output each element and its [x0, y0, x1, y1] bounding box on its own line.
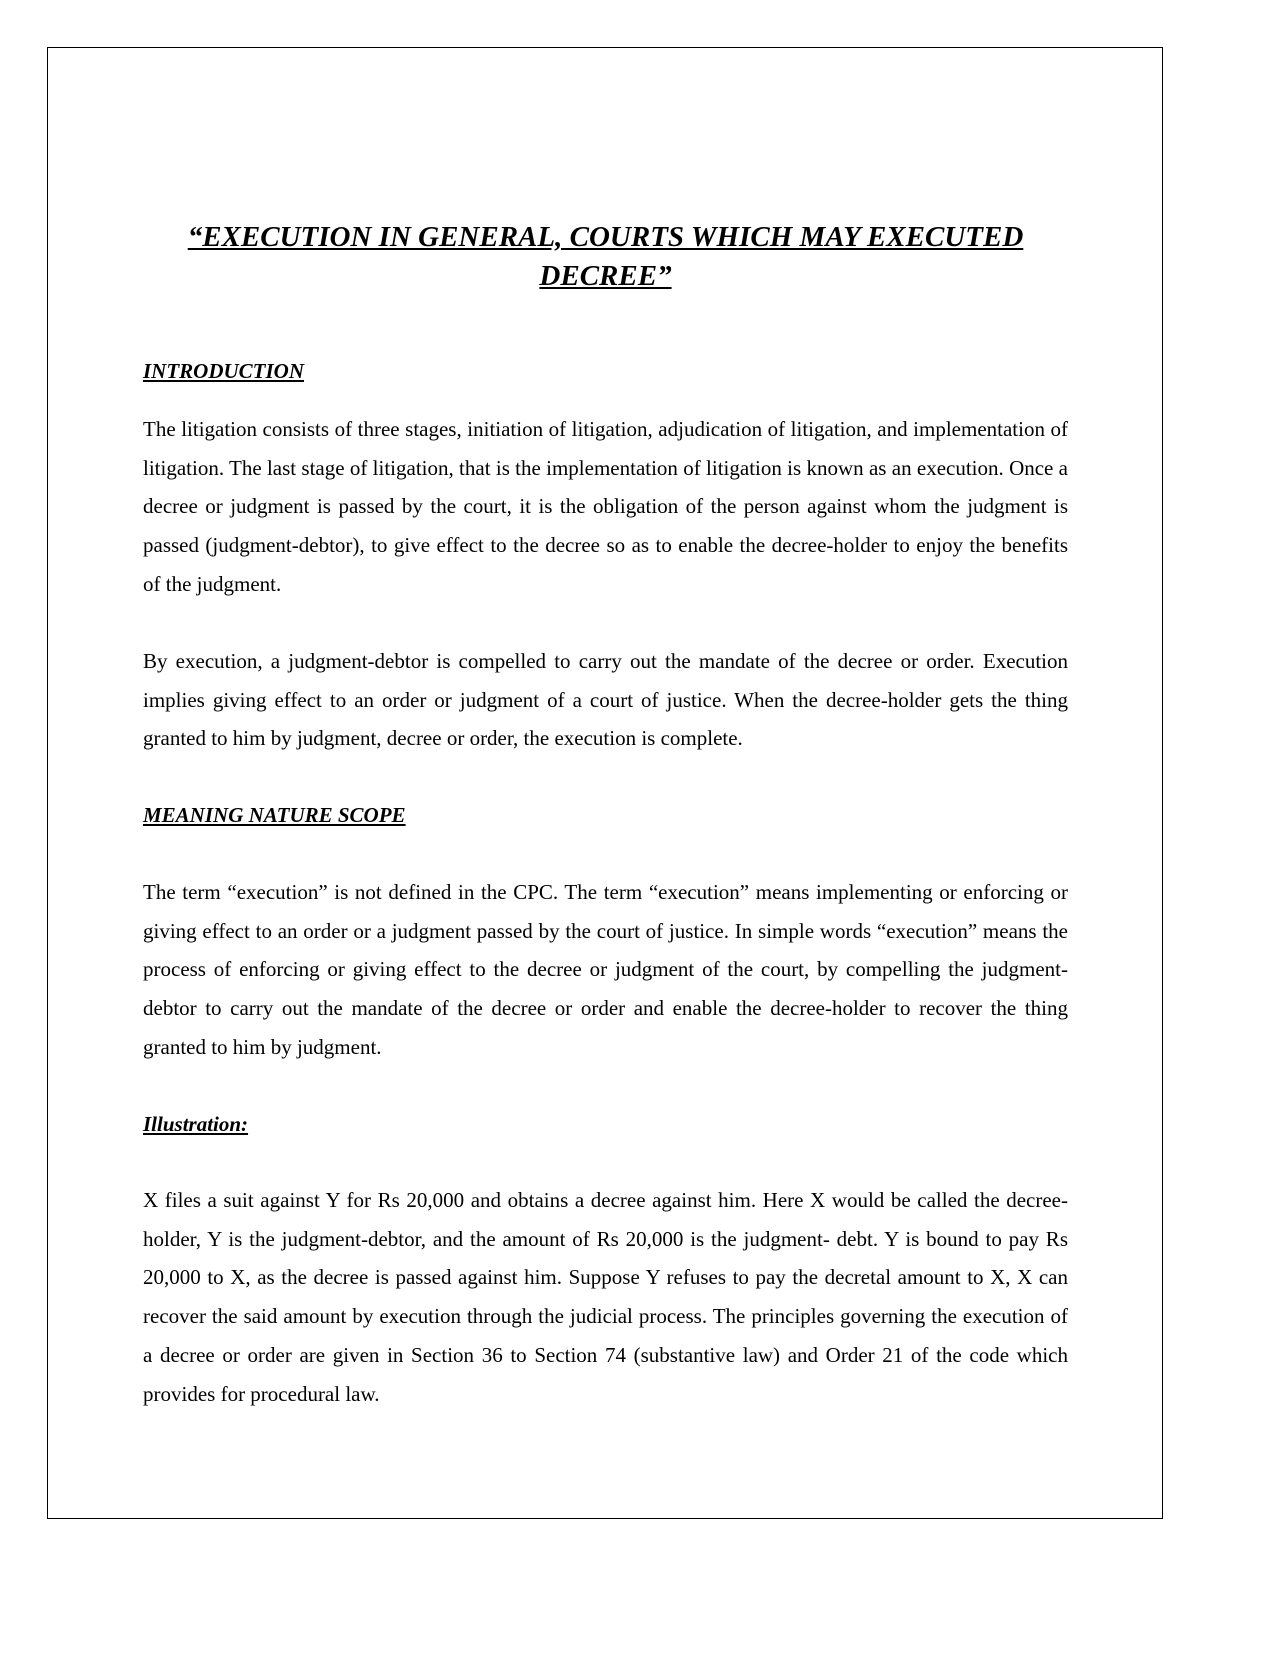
- paragraph-meaning: The term “execution” is not defined in the CPC. The term “execution” means implementing or enforcing or giving effect to an order or a judgment passed by the court of justice. In simple words “execution” means the process of enforcing or giving effect to the decree or judgment of the court, by compelling the judgment-debtor to carry out the mandate of the decree or order and enable the decree-holder to recover the thing granted to him by judgment.: [143, 880, 1068, 1059]
- heading-illustration: Illustration:: [143, 1112, 249, 1136]
- document-title: [143, 218, 1068, 296]
- paragraph-introduction-2: By execution, a judgment-debtor is compelled to carry out the mandate of the decree or order. Execution implies giving effect to an order or judgment of a court of justice. When the decree-holder gets the thing granted to him by judgment, decree or order, the execution is complete.: [143, 649, 1068, 751]
- heading-meaning-nature-scope: MEANING NATURE SCOPE: [143, 803, 406, 827]
- heading-introduction: INTRODUCTION: [143, 359, 305, 383]
- paragraph-illustration: X files a suit against Y for Rs 20,000 and obtains a decree against him. Here X would be called the decree-holder, Y is the judgment-debtor, and the amount of Rs 20,000 is the judgment- debt. Y is bound to pay Rs 20,000 to X, as the decree is passed against him. Suppose Y refuses to pay the decretal amount to X, X can recover the said amount by execution through the judicial process. The principles governing the execution of a decree or order are given in Section 36 to Section 74 (substantive law) and Order 21 of the code which provides for procedural law.: [143, 1188, 1068, 1406]
- paragraph-introduction-1: The litigation consists of three stages, initiation of litigation, adjudication of litigation, and implementation of litigation. The last stage of litigation, that is the implementation of litigation is known as an execution. Once a decree or judgment is passed by the court, it is the obligation of the person against whom the judgment is passed (judgment-debtor), to give effect to the decree so as to enable the decree-holder to enjoy the benefits of the judgment.: [143, 417, 1068, 596]
- document-title-text: “EXECUTION IN GENERAL, COURTS WHICH MAY EXECUTED DECREE”: [187, 221, 1024, 292]
